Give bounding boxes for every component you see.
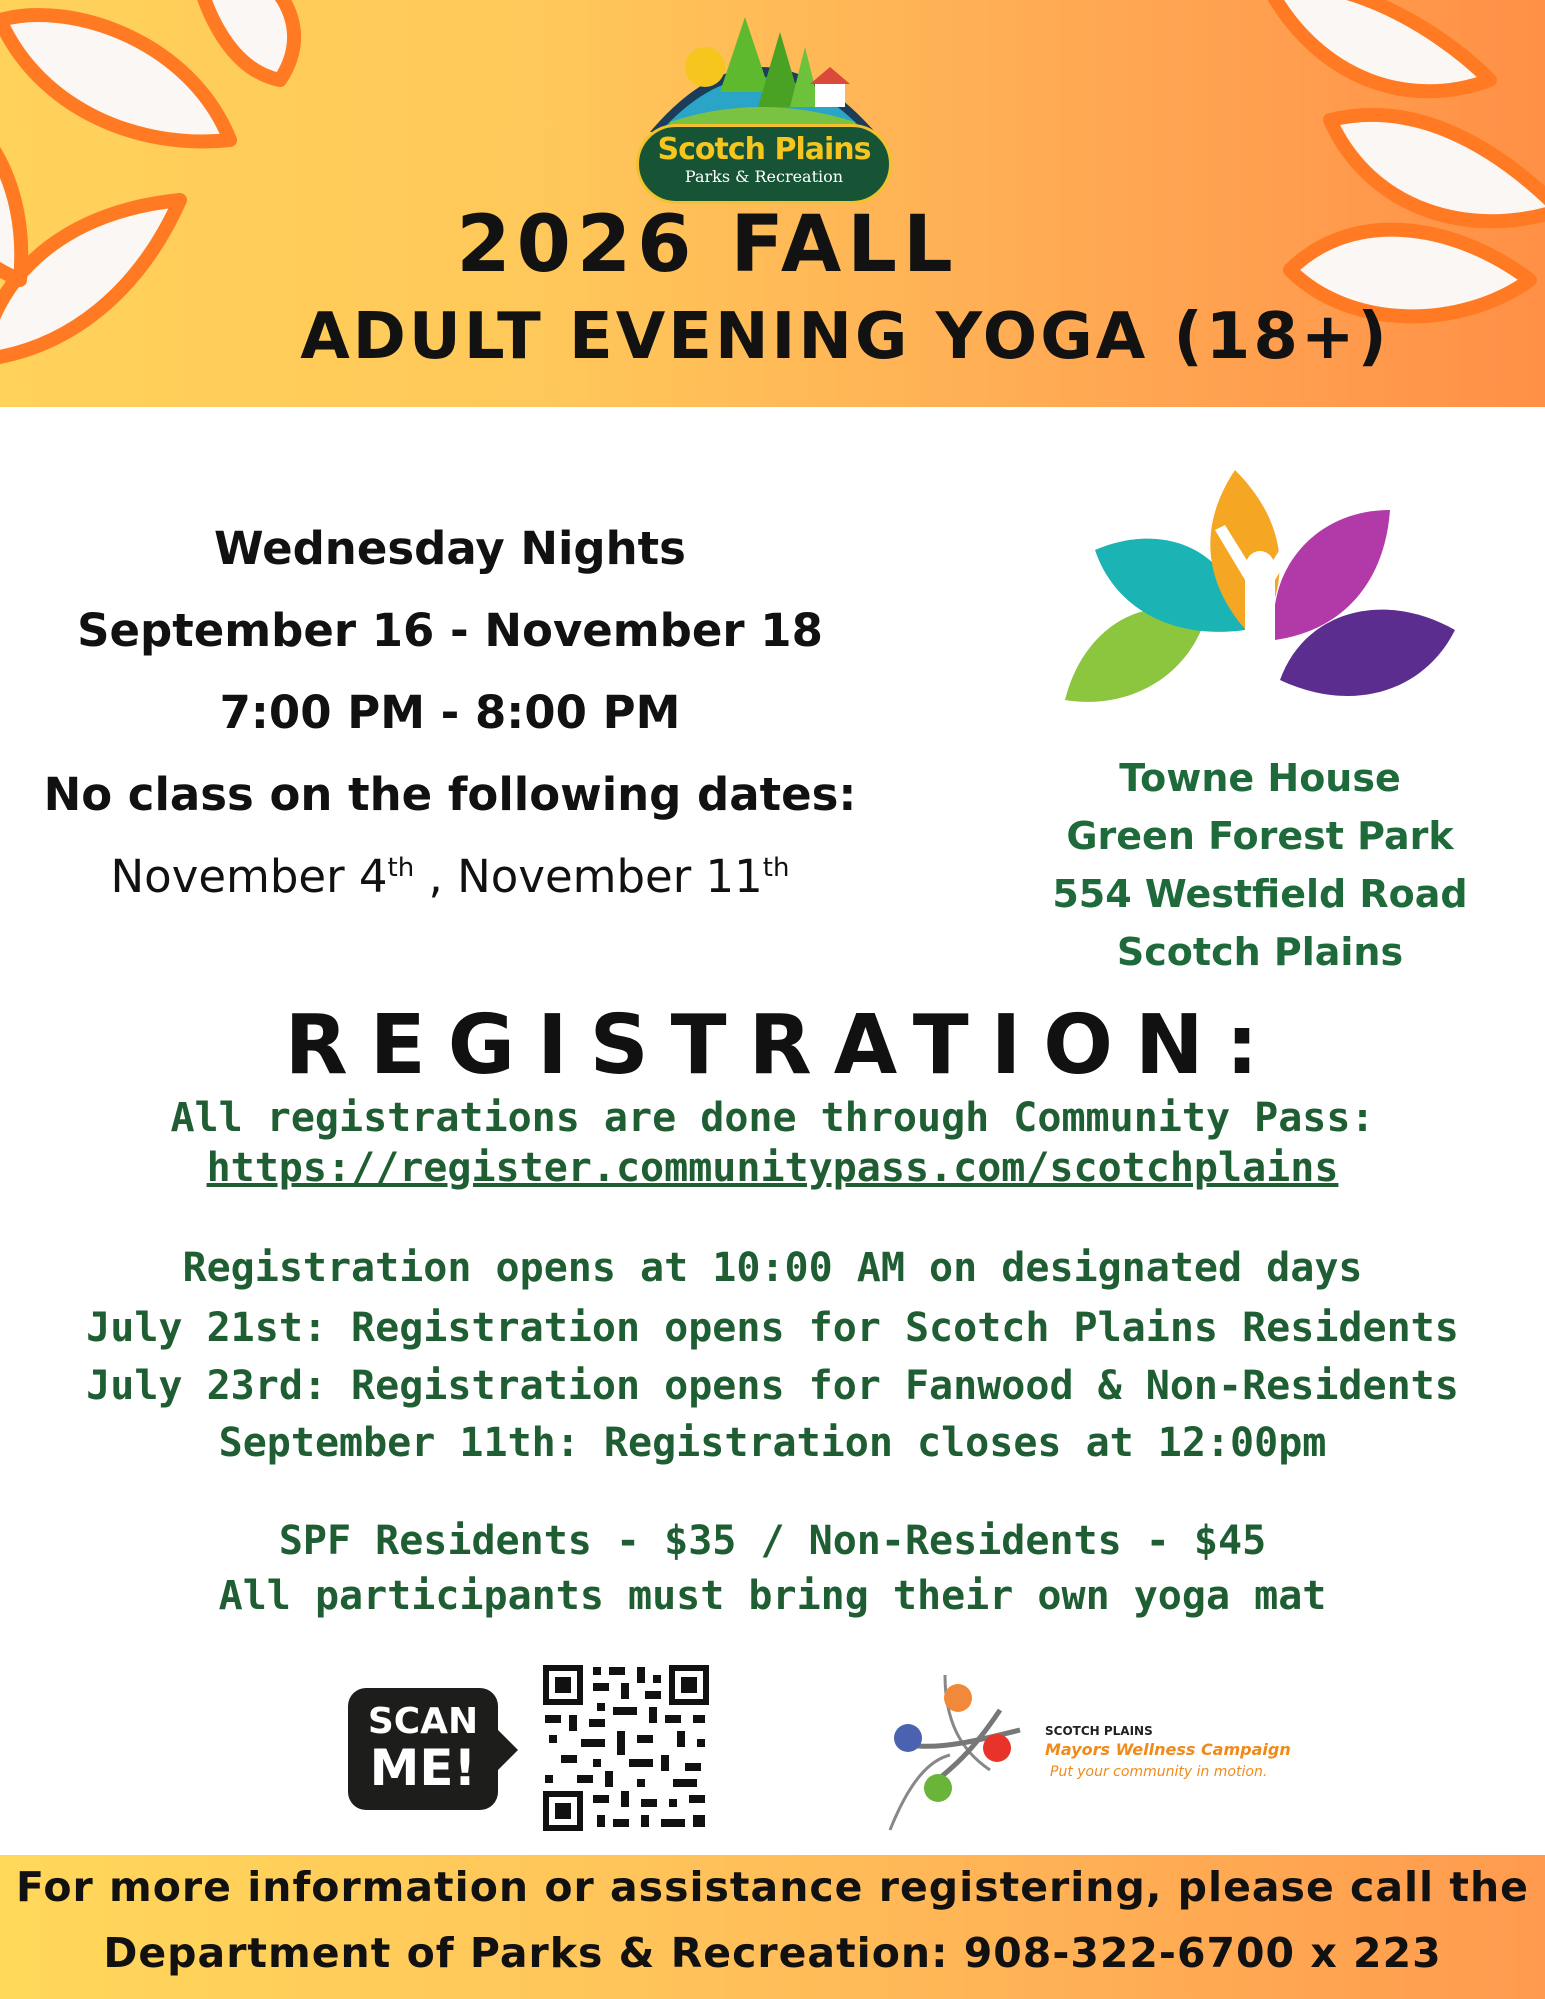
venue-name: Towne House xyxy=(1119,756,1401,800)
scotch-plains-logo xyxy=(630,12,895,192)
footer-info-line: For more information or assistance registering, please call the xyxy=(16,1863,1529,1911)
wellness-campaign-logo xyxy=(870,1660,1310,1840)
logo-name-plate xyxy=(636,124,892,204)
schedule-time: 7:00 PM - 8:00 PM xyxy=(219,686,681,739)
schedule-dates: September 16 - November 18 xyxy=(77,604,823,657)
scan-arrow-icon xyxy=(496,1728,518,1772)
logo-subtitle: Parks & Recreation xyxy=(684,167,844,186)
title-program: ADULT EVENING YOGA (18+) xyxy=(300,300,1390,374)
scotch-plains-logo-icon xyxy=(630,12,895,142)
venue-park: Green Forest Park xyxy=(1066,814,1454,858)
no-class-date-1: November 4 xyxy=(110,850,388,903)
registration-link[interactable]: https://register.communitypass.com/scotchplains xyxy=(206,1145,1339,1191)
wellness-town: SCOTCH PLAINS xyxy=(1045,1724,1153,1738)
scan-label: SCAN xyxy=(367,1701,479,1742)
registration-nonresidents-date: July 23rd: Registration opens for Fanwood & Non-Residents xyxy=(86,1363,1459,1409)
venue-town: Scotch Plains xyxy=(1116,930,1404,974)
wellness-campaign-name: Mayors Wellness Campaign xyxy=(1045,1740,1291,1759)
wellness-tagline: Put your community in motion. xyxy=(1050,1764,1268,1780)
registration-closes: September 11th: Registration closes at 12:00pm xyxy=(218,1420,1327,1466)
yoga-mat-note: All participants must bring their own yoga mat xyxy=(218,1573,1327,1619)
yoga-leaf-logo-icon xyxy=(1055,470,1455,720)
me-label: ME! xyxy=(369,1739,477,1797)
footer-contact-line: Department of Parks & Recreation: 908-322-6700 x 223 xyxy=(103,1929,1442,1977)
registration-intro: All registrations are done through Community Pass: xyxy=(170,1095,1375,1141)
no-class-date-2: , November 11 xyxy=(414,850,763,903)
wellness-campaign-logo-icon xyxy=(870,1660,1040,1840)
registration-residents-date: July 21st: Registration opens for Scotch Plains Residents xyxy=(86,1305,1459,1351)
ordinal-suffix: th xyxy=(387,853,415,883)
no-class-label: No class on the following dates: xyxy=(43,768,857,821)
qr-code-icon[interactable] xyxy=(541,1663,711,1833)
footer-band xyxy=(0,1855,1545,1999)
header-band xyxy=(0,0,1545,407)
no-class-dates xyxy=(10,850,890,903)
venue-street: 554 Westfield Road xyxy=(1052,872,1468,916)
scan-me-badge xyxy=(348,1688,498,1810)
schedule-day: Wednesday Nights xyxy=(214,522,686,575)
title-year-season: 2026 FALL xyxy=(456,200,959,290)
logo-name: Scotch Plains xyxy=(657,132,871,167)
registration-heading: REGISTRATION: xyxy=(284,998,1281,1093)
fees: SPF Residents - $35 / Non-Residents - $45 xyxy=(278,1518,1267,1564)
ordinal-suffix: th xyxy=(762,853,790,883)
registration-opens: Registration opens at 10:00 AM on designated days xyxy=(182,1245,1363,1291)
